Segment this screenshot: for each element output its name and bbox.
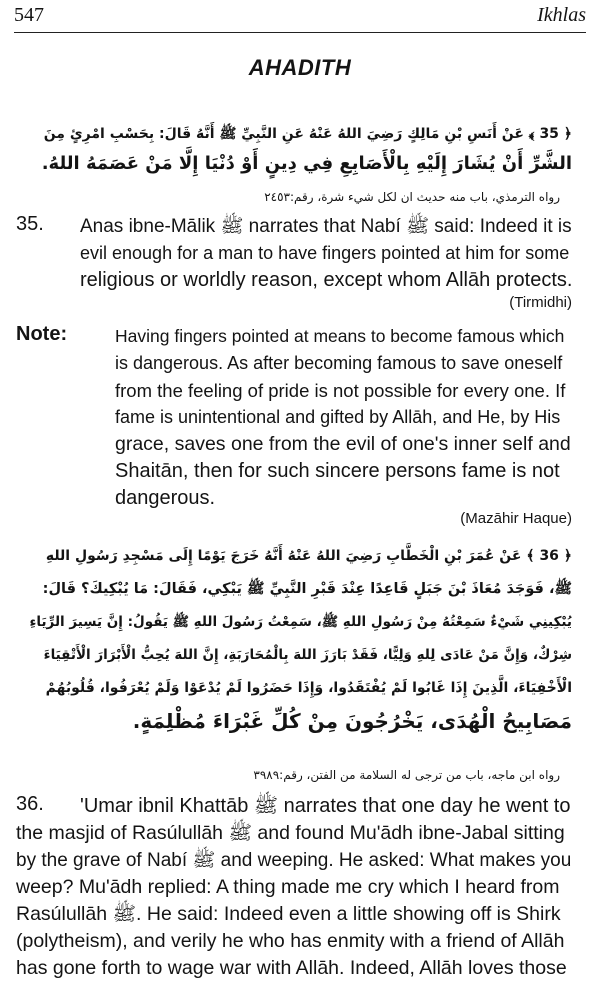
arabic-line: ﴿ 36 ﴾ عَنْ عُمَرَ بْنِ الْخَطَّابِ رَضِيَ اللهُ عَنْهُ أَنَّهُ خَرَجَ يَوْمًا إِلَى مَسْجِدِ رَسُولِ اللهِ bbox=[45, 548, 572, 564]
hadith-36-translation bbox=[16, 820, 572, 982]
page-number: 547 bbox=[14, 4, 44, 26]
note-line: dangerous. bbox=[115, 487, 216, 509]
running-title: Ikhlas bbox=[537, 4, 586, 26]
hadith-35-arabic bbox=[30, 120, 572, 178]
arabic-line: الْأَخْفِيَاءَ، الَّذِينَ إِذَا غَابُوا لَمْ يُفْتَقَدُوا، وَإِذَا حَضَرُوا لَمْ يُدْعَوْا وَلَمْ يُعْرَفُوا، قُلُوبُهُمْ bbox=[45, 680, 572, 696]
note-line: grace, saves one from the evil of one's inner self and bbox=[115, 433, 571, 455]
translation-line: evil enough for a man to have fingers pointed at him for some bbox=[80, 243, 570, 263]
translation-line: by the grave of Nabí ﷺ and weeping. He asked: What makes you bbox=[16, 850, 572, 871]
note-line: is dangerous. As after becoming famous to save oneself bbox=[115, 353, 563, 373]
hadith-36-translation-first bbox=[80, 793, 572, 820]
hadith-35-translation bbox=[80, 213, 572, 294]
hadith-35-number: 35. bbox=[16, 213, 44, 235]
translation-line: Anas ibne-Mālik ﷺ narrates that Nabí ﷺ said: Indeed it is bbox=[80, 216, 572, 237]
hadith-35-source: (Tirmidhi) bbox=[509, 294, 572, 311]
translation-line: Rasúlullāh ﷺ. He said: Indeed even a little showing off is Shirk bbox=[16, 903, 561, 925]
note-line: from the feeling of pride is not possible for every one. If bbox=[115, 380, 566, 401]
arabic-line: الشَّرِّ أَنْ يُشَارَ إِلَيْهِ بِالْأَصَابِعِ فِي دِينٍ أَوْ دُنْيَا إِلَّا مَنْ عَصَمَهُ اللهُ. bbox=[41, 153, 572, 174]
translation-line: has gone forth to wage war with Allāh. Indeed, Allāh loves those bbox=[16, 957, 567, 979]
translation-line: (polytheism), and verily he who has enmity with a friend of Allāh bbox=[16, 930, 565, 952]
translation-line: 'Umar ibnil Khattāb ﷺ narrates that one day he went to bbox=[80, 795, 571, 817]
arabic-line: شِرْكٌ، وَإِنَّ مَنْ عَادَى لِلهِ وَلِيًّا، فَقَدْ بَارَزَ اللهَ بِالْمُحَارَبَةِ، إِنَّ اللهَ يُحِبُّ الْأَبْرَارَ الْأَتْقِيَاءَ bbox=[43, 647, 572, 663]
note-line: Having fingers pointed at means to become famous which bbox=[115, 326, 565, 346]
arabic-line: ﴿ 35 ﴾ عَنْ أَنَسِ بْنِ مَالِكٍ رَضِيَ اللهُ عَنْهُ عَنِ النَّبِيِّ ﷺ أَنَّهُ قَالَ: بِحَسْبِ امْرِئٍ مِنَ bbox=[43, 126, 572, 142]
arabic-line: مَصَابِيحُ الْهُدَى، يَخْرُجُونَ مِنْ كُلِّ غَبْرَاءَ مُظْلِمَةٍ. bbox=[132, 709, 572, 733]
arabic-line: ﷺ، فَوَجَدَ مُعَاذَ بْنَ جَبَلٍ قَاعِدًا عِنْدَ قَبْرِ النَّبِيِّ ﷺ يَبْكِي، فَقَالَ: مَا يُبْكِيكَ؟ قَالَ: bbox=[42, 581, 572, 597]
header-divider bbox=[14, 32, 586, 33]
translation-line: the masjid of Rasúlullāh ﷺ and found Mu'ādh ibne-Jabal sitting bbox=[16, 822, 565, 844]
section-title: AHADITH bbox=[248, 55, 352, 80]
note-line: Shaitān, then for such sincere persons fame is not bbox=[115, 460, 560, 482]
hadith-35-arabic-reference: رواه الترمذي، باب منه حديث ان لكل شيء شرة، رقم:٢٤٥٣ bbox=[264, 190, 560, 204]
note-source: (Mazāhir Haque) bbox=[460, 510, 572, 527]
page-header bbox=[14, 0, 586, 30]
note-line: fame is unintentional and gifted by Allāh, and He, by His bbox=[115, 407, 561, 427]
note-text bbox=[115, 323, 572, 512]
hadith-36-number: 36. bbox=[16, 793, 44, 815]
translation-line: religious or worldly reason, except whom Allāh protects. bbox=[80, 269, 573, 291]
note-label: Note: bbox=[16, 323, 68, 345]
arabic-line: يُبْكِينِي شَيْءٌ سَمِعْتُهُ مِنْ رَسُولِ اللهِ ﷺ، سَمِعْتُ رَسُولَ اللهِ ﷺ يَقُولُ: إِنَّ يَسِيرَ الرِّيَاءِ bbox=[29, 614, 572, 630]
hadith-36-arabic bbox=[30, 540, 572, 738]
hadith-36-arabic-reference: رواه ابن ماجه، باب من ترجى له السلامة من الفتن، رقم:٣٩٨٩ bbox=[253, 768, 560, 782]
translation-line: weep? Mu'ādh replied: A thing made me cry which I heard from bbox=[16, 876, 560, 898]
